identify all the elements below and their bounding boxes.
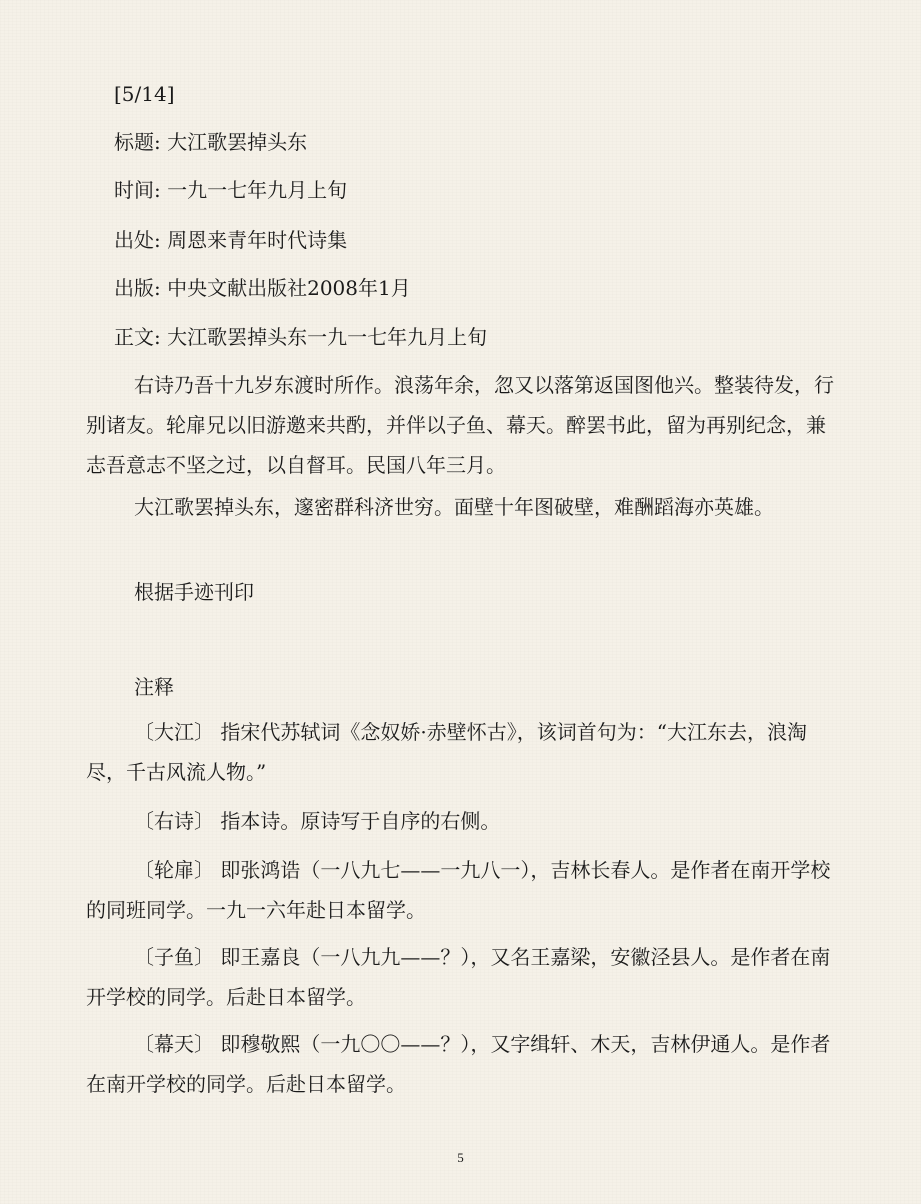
note-item: 〔幕天〕 即穆敬熙（一九〇〇——？），又字缉轩、木天，吉林伊通人。是作者在南开学校的同学。后赴日本留学。 [86, 1032, 831, 1096]
note-item: 〔轮扉〕 即张鸿诰（一八九七——一九八一），吉林长春人。是作者在南开学校的同班同学。一九一六年赴日本留学。 [86, 858, 831, 922]
note-item: 〔右诗〕 指本诗。原诗写于自序的右侧。 [134, 809, 501, 833]
page-index: [5/14] [114, 82, 175, 106]
title-line: 标题: 大江歌罢掉头东 [114, 130, 308, 154]
page-number: 5 [457, 1150, 464, 1165]
note-item: 〔大江〕 指宋代苏轼词《念奴娇·赤壁怀古》，该词首句为：“大江东去，浪淘尽，千古风流人物。” [86, 720, 807, 784]
note-item: 〔子鱼〕 即王嘉良（一八九九——？），又名王嘉梁，安徽泾县人。是作者在南开学校的同学。后赴日本留学。 [86, 945, 831, 1009]
time-line: 时间: 一九一七年九月上旬 [114, 178, 348, 202]
poem-paragraph: 大江歌罢掉头东，邃密群科济世穷。面壁十年图破壁，难酬蹈海亦英雄。 [134, 495, 774, 519]
notes-heading: 注释 [134, 675, 174, 699]
body-label-line: 正文: 大江歌罢掉头东一九一七年九月上旬 [114, 325, 488, 349]
preface-paragraph: 右诗乃吾十九岁东渡时所作。浪荡年余，忽又以落第返国图他兴。整装待发，行别诸友。轮扉兄以旧游邀来共酌，并伴以子鱼、幕天。醉罢书此，留为再别纪念，兼志吾意志不坚之过，以自督耳。民国八年三月。 [86, 373, 834, 477]
source-line: 出处: 周恩来青年时代诗集 [114, 228, 348, 252]
publisher-line: 出版: 中央文献出版社2008年1月 [114, 276, 411, 300]
note-source-line: 根据手迹刊印 [134, 580, 254, 604]
